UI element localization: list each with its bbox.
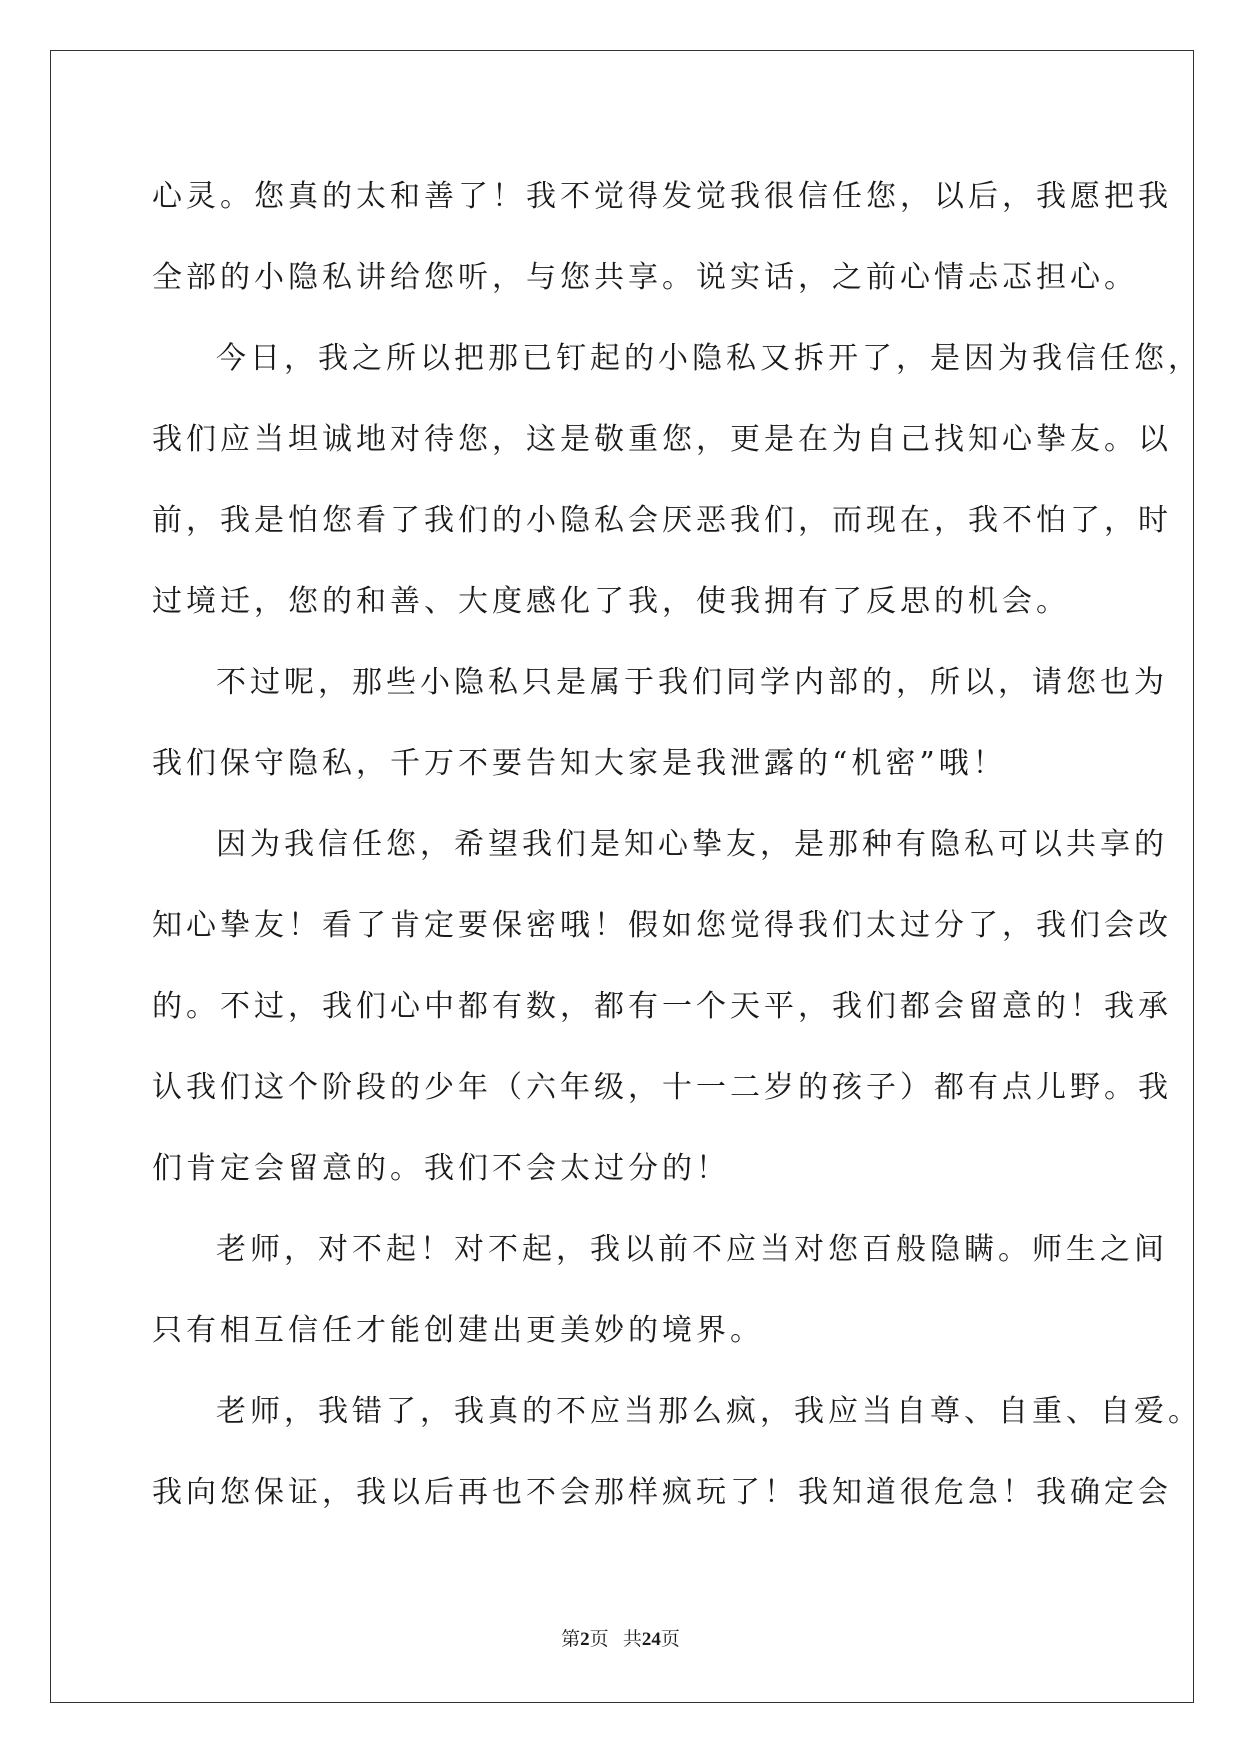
paragraph-start-line: 今日，我之所以把那已钉起的小隐私又拆开了，是因为我信任您， — [216, 341, 1202, 376]
total-pages: 24 — [641, 1629, 661, 1650]
page-prefix: 第 — [561, 1629, 581, 1650]
text-line: 前，我是怕您看了我们的小隐私会厌恶我们，而现在，我不怕了，时 — [152, 503, 1172, 538]
text-line: 只有相互信任才能创建出更美妙的境界。 — [152, 1313, 764, 1348]
page-suffix: 页 — [589, 1629, 609, 1650]
paragraph-start-line: 老师，我错了，我真的不应当那么疯，我应当自尊、自重、自爱。 — [216, 1394, 1202, 1429]
total-prefix: 共 — [622, 1629, 642, 1650]
text-line: 们肯定会留意的。我们不会太过分的！ — [152, 1151, 730, 1186]
text-line: 的。不过，我们心中都有数，都有一个天平，我们都会留意的！我承 — [152, 989, 1172, 1024]
page-number: 2 — [580, 1629, 590, 1650]
text-line: 认我们这个阶段的少年（六年级，十一二岁的孩子）都有点儿野。我 — [152, 1070, 1172, 1105]
text-line: 我们应当坦诚地对待您，这是敬重您，更是在为自己找知心挚友。以 — [152, 422, 1172, 457]
total-suffix: 页 — [660, 1629, 680, 1650]
paragraph-start-line: 因为我信任您，希望我们是知心挚友，是那种有隐私可以共享的 — [216, 827, 1168, 862]
text-line: 我们保守隐私，千万不要告知大家是我泄露的“机密”哦！ — [152, 746, 1007, 781]
document-body — [152, 164, 1202, 1541]
text-line: 知心挚友！看了肯定要保密哦！假如您觉得我们太过分了，我们会改 — [152, 908, 1172, 943]
text-line: 过境迁，您的和善、大度感化了我，使我拥有了反思的机会。 — [152, 584, 1070, 619]
paragraph-start-line: 老师，对不起！对不起，我以前不应当对您百般隐瞒。师生之间 — [216, 1232, 1168, 1267]
text-line: 我向您保证，我以后再也不会那样疯玩了！我知道很危急！我确定会 — [152, 1475, 1172, 1510]
page-footer — [0, 1624, 1241, 1651]
text-line: 全部的小隐私讲给您听，与您共享。说实话，之前心情忐忑担心。 — [152, 260, 1138, 295]
paragraph-start-line: 不过呢，那些小隐私只是属于我们同学内部的，所以，请您也为 — [216, 665, 1168, 700]
text-line: 心灵。您真的太和善了！我不觉得发觉我很信任您，以后，我愿把我 — [152, 179, 1172, 214]
